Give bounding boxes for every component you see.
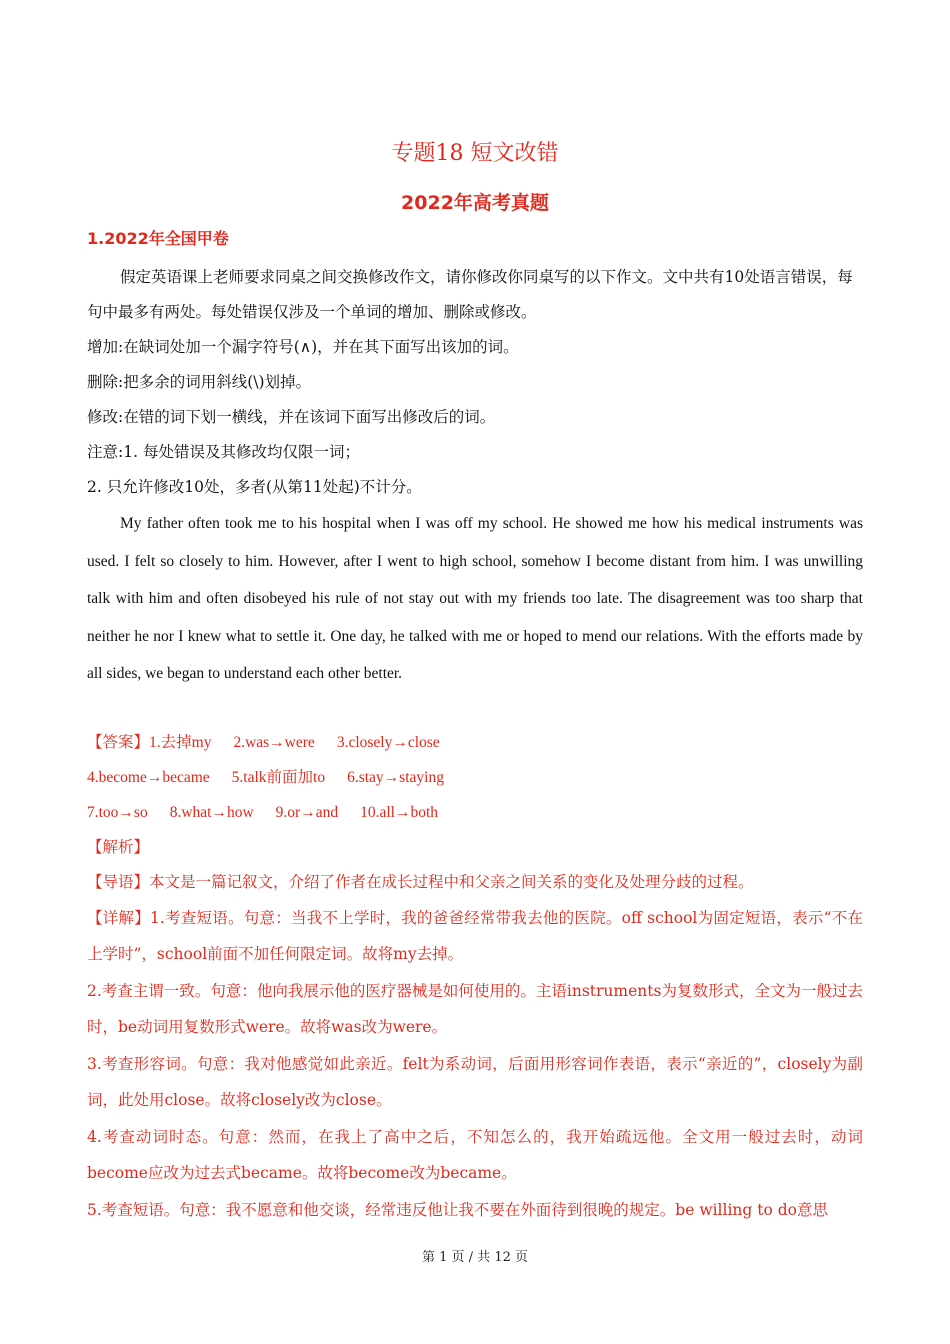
spacer: [87, 693, 863, 725]
page-title: 专题18 短文改错: [391, 141, 559, 166]
answer-item: 4.become→became: [87, 768, 210, 786]
detail-item-2: 2.考查主谓一致。句意：他向我展示他的医疗器械是如何使用的。主语instruments为复数形式，全文为一般过去时，be动词用复数形式were。故将was改为were。: [87, 981, 863, 1036]
detail-label: 【详解】: [87, 908, 150, 927]
instruction-add: 增加:在缺词处加一个漏字符号(∧)，并在其下面写出该加的词。: [87, 338, 519, 356]
instruction-note-1: 注意:1. 每处错误及其修改均仅限一词；: [87, 443, 360, 461]
answer-row-2: [87, 760, 863, 795]
guide-paragraph: [87, 865, 863, 900]
answer-item: 5.talk前面加to: [231, 768, 326, 786]
detail-item-3: 3.考查形容词。句意：我对他感觉如此亲近。felt为系动词，后面用形容词作表语，表示“亲近的”，closely为副词，此处用close。故将closely改为close。: [87, 1054, 863, 1109]
detail-item-1: [87, 900, 863, 973]
guide-text: 本文是一篇记叙文，介绍了作者在成长过程中和父亲之间关系的变化及处理分歧的过程。: [149, 873, 754, 891]
analysis-label: 【解析】: [87, 838, 150, 856]
answer-item: 3.closely→close: [336, 733, 440, 751]
detail-item-4: 4.考查动词时态。句意：然而，在我上了高中之后，不知怎么的，我开始疏远他。全文用一般过去时，动词become应改为过去式became。故将become改为became。: [87, 1127, 863, 1182]
answer-item: 1.去掉my: [149, 733, 212, 751]
section-heading: 1.2022年全国甲卷: [87, 229, 229, 248]
main-content: [87, 228, 863, 1228]
answer-item: 10.all→both: [360, 803, 439, 821]
answer-item: 2.was→were: [233, 733, 315, 751]
answer-label: 【答案】: [87, 733, 150, 751]
answer-item: 6.stay→staying: [347, 768, 444, 786]
answer-row-3: [87, 795, 863, 830]
answer-item: 9.or→and: [275, 803, 339, 821]
detail-item-5: 5.考查短语。句意：我不愿意和他交谈，经常违反他让我不要在外面待到很晚的规定。be willing to do意思: [87, 1200, 828, 1219]
answer-item: 7.too→so: [87, 803, 148, 821]
page-subtitle: 2022年高考真题: [401, 192, 549, 214]
answer-row-1: [87, 725, 863, 760]
guide-label: 【导语】: [87, 873, 150, 891]
instruction-intro: 假定英语课上老师要求同桌之间交换修改作文，请你修改你同桌写的以下作文。文中共有10处语言错误，每句中最多有两处。每处错误仅涉及一个单词的增加、删除或修改。: [87, 268, 853, 321]
answer-item: 8.what→how: [169, 803, 254, 821]
page-footer: 第 1 页 / 共 12 页: [422, 1250, 528, 1265]
instruction-note-2: 2. 只允许修改10处，多者(从第11处起)不计分。: [87, 478, 422, 496]
detail-text: 1.考查短语。句意：当我不上学时，我的爸爸经常带我去他的医院。off school为固定短语，表示“不在上学时”，school前面不加任何限定词。故将my去掉。: [87, 908, 863, 963]
instruction-modify: 修改:在错的词下划一横线，并在该词下面写出修改后的词。: [87, 408, 496, 426]
instruction-delete: 删除:把多余的词用斜线(\)划掉。: [87, 373, 312, 391]
essay-passage: My father often took me to his hospital when I was off my school. He showed me how his medical instruments was used. I felt so closely to him. However, after I went to high school, somehow I become distant from him. I was unwilling talk with him and often disobeyed his rule of not stay out with my friends too late. The disagreement was too sharp that neither he nor I knew what to settle it. One day, he talked with me or hoped to mend our relations. With the efforts made by all sides, we began to understand each other better.: [87, 515, 863, 682]
answer-block: [87, 725, 863, 1229]
